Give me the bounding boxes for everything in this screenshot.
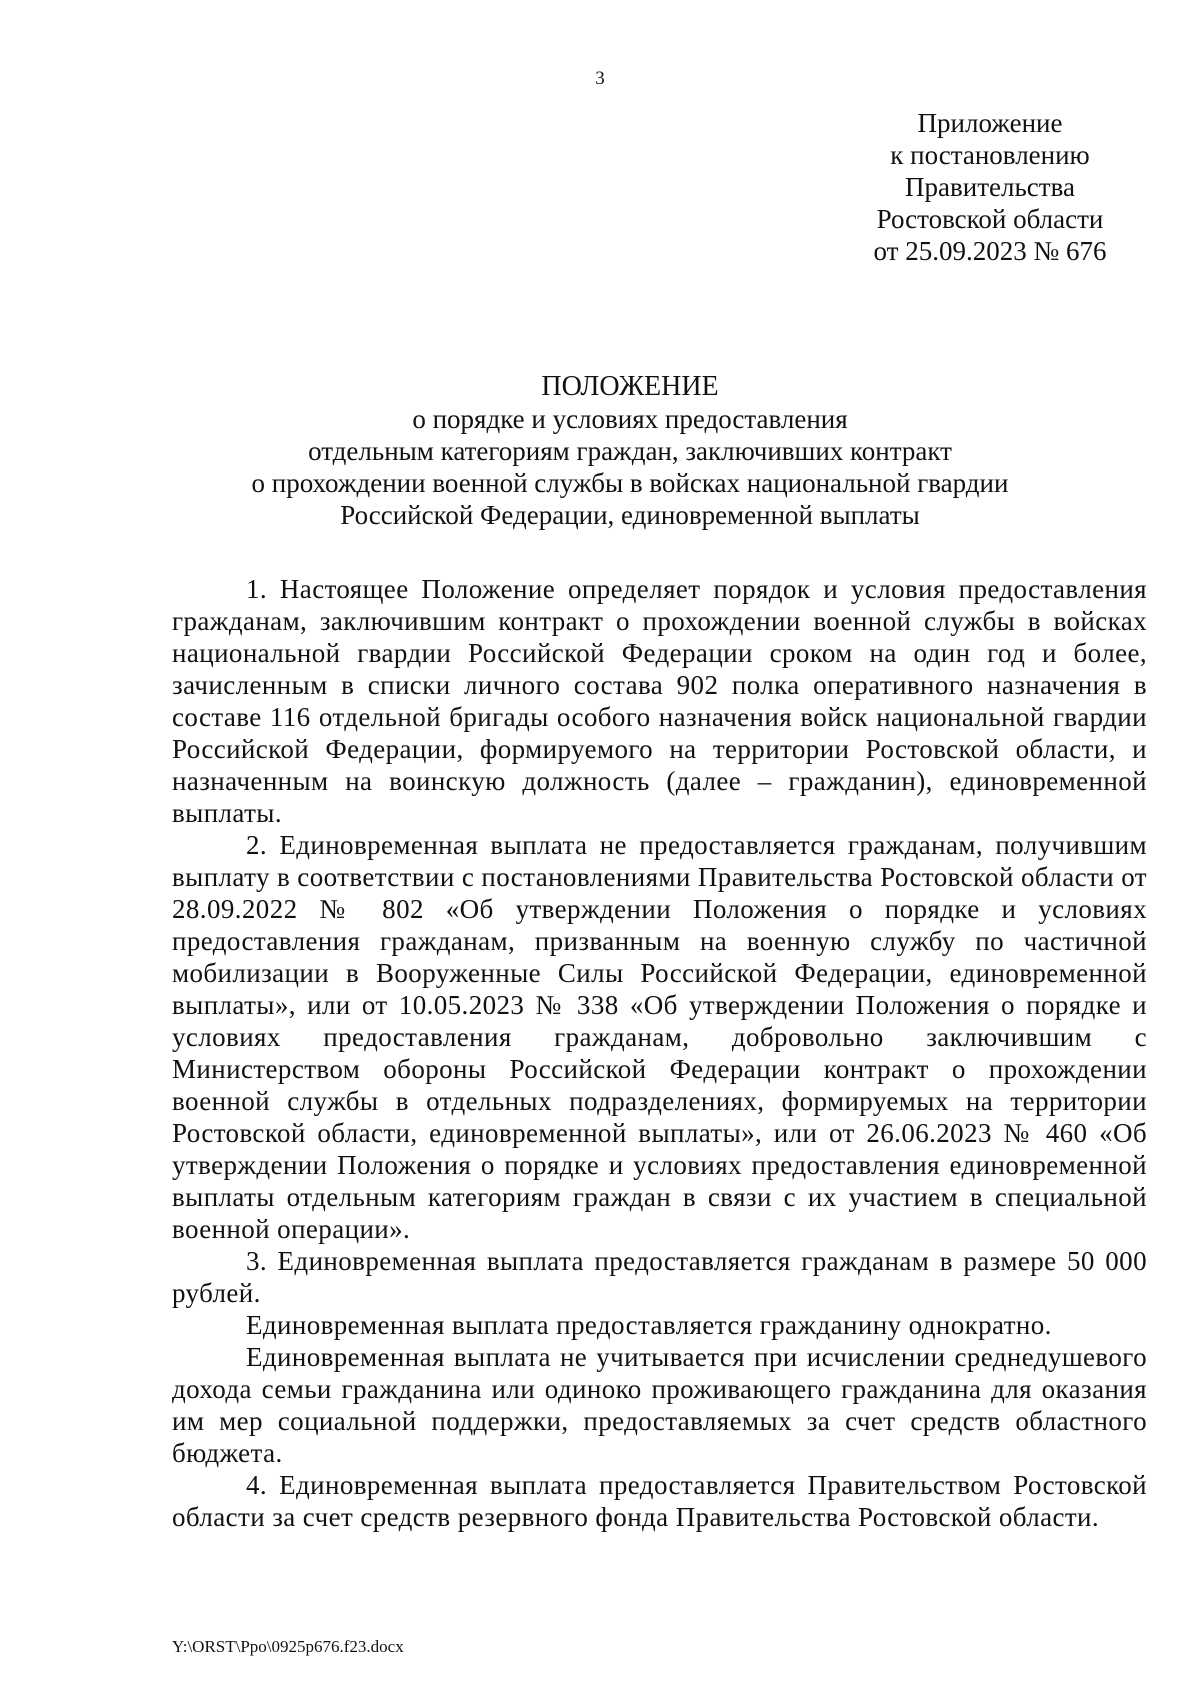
appendix-block <box>840 107 1140 267</box>
paragraph-2: 2. Единовременная выплата не предоставляется гражданам, получившим выплату в соответствии с постановлениями Правительства Ростовской области от 28.09.2022 № 802 «Об утверждении Положения о порядке и условиях предоставления гражданам, призванным на военную службу по частичной мобилизации в Вооруженные Силы Российской Федерации, единовременной выплаты», или от 10.05.2023 № 338 «Об утверждении Положения о порядке и условиях предоставления гражданам, добровольно заключившим с Министерством обороны Российской Федерации контракт о прохождении военной службы в отдельных подразделениях, формируемых на территории Ростовской области, единовременной выплаты», или от 26.06.2023 № 460 «Об утверждении Положения о порядке и условиях предоставления единовременной выплаты отдельным категориям граждан в связи с их участием в специальной военной операции». <box>172 830 1147 1244</box>
document-title-block <box>170 371 1090 531</box>
paragraph-1: 1. Настоящее Положение определяет порядок и условия предоставления гражданам, заключившим контракт о прохождении военной службы в войсках национальной гвардии Российской Федерации сроком на один год и более, зачисленным в списки личного состава 902 полка оперативного назначения в составе 116 отдельной бригады особого назначения войск национальной гвардии Российской Федерации, формируемого на территории Ростовской области, и назначенным на воинскую должность (далее – гражданин), единовременной выплаты. <box>172 574 1147 828</box>
document-body <box>172 573 1147 1533</box>
document-subtitle-line: о прохождении военной службы в войсках национальной гвардии <box>251 468 1009 498</box>
footer-file-path: Y:\ORST\Ppo\0925p676.f23.docx <box>172 1637 404 1656</box>
page-number: 3 <box>595 68 605 89</box>
appendix-line: Ростовской области <box>876 204 1104 234</box>
document-subtitle-line: Российской Федерации, единовременной выплаты <box>340 500 920 530</box>
paragraph-3-once: Единовременная выплата предоставляется гражданину однократно. <box>246 1310 1052 1340</box>
paragraph-4: 4. Единовременная выплата предоставляется Правительством Ростовской области за счет средств резервного фонда Правительства Ростовской области. <box>172 1470 1147 1532</box>
document-title: ПОЛОЖЕНИЕ <box>541 371 719 402</box>
appendix-line: Приложение <box>917 108 1063 138</box>
paragraph-3: 3. Единовременная выплата предоставляется гражданам в размере 50 000 рублей. <box>172 1246 1147 1308</box>
paragraph-3-income: Единовременная выплата не учитывается при исчислении среднедушевого дохода семьи гражданина или одиноко проживающего гражданина для оказания им мер социальной поддержки, предоставляемых за счет средств областного бюджета. <box>172 1342 1147 1468</box>
appendix-line: Правительства <box>905 172 1075 202</box>
document-subtitle-line: о порядке и условиях предоставления <box>412 404 848 434</box>
document-subtitle-line: отдельным категориям граждан, заключивших контракт <box>308 436 952 466</box>
appendix-line: от 25.09.2023 № 676 <box>873 236 1107 266</box>
appendix-line: к постановлению <box>890 140 1090 170</box>
